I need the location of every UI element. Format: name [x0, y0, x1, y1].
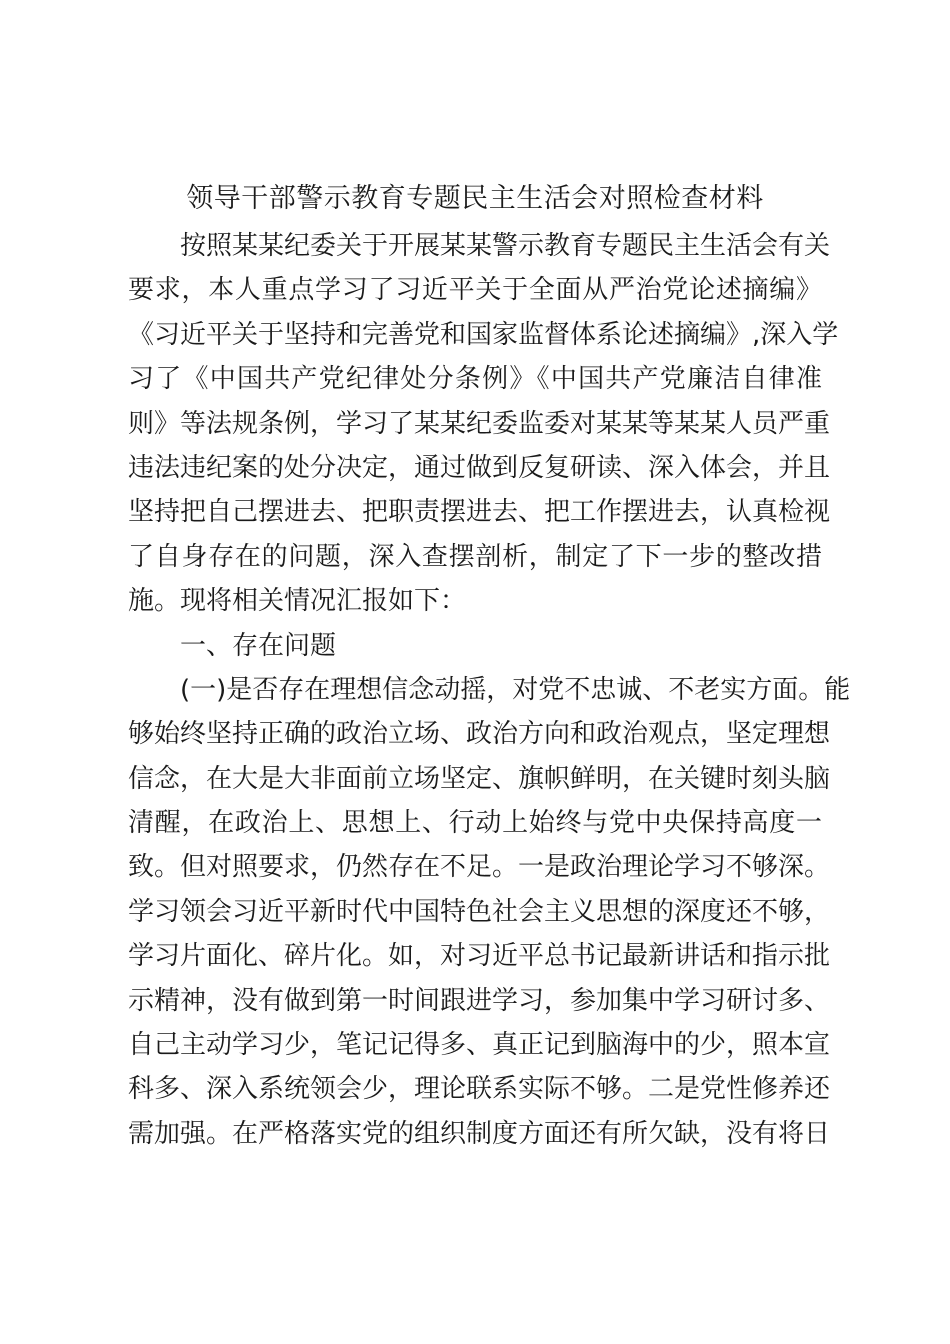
text-line: 坚持把自己摆进去、把职责摆进去、把工作摆进去，认真检视 — [128, 497, 831, 528]
text-line: 需加强。在严格落实党的组织制度方面还有所欠缺，没有将日 — [128, 1118, 831, 1149]
text-line: 按照某某纪委关于开展某某警示教育专题民主生活会有关 — [180, 231, 831, 261]
text-line: 示精神，没有做到第一时间跟进学习，参加集中学习研讨多、 — [128, 985, 831, 1016]
text-line: 《习近平关于坚持和完善党和国家监督体系论述摘编》,深入学 — [128, 319, 839, 350]
text-line: 自己主动学习少，笔记记得多、真正记到脑海中的少，照本宣 — [128, 1030, 831, 1061]
text-line: 科多、深入系统领会少，理论联系实际不够。二是党性修养还 — [128, 1074, 831, 1105]
text-line: 要求，本人重点学习了习近平关于全面从严治党论述摘编》 — [128, 275, 822, 306]
text-line: 够始终坚持正确的政治立场、政治方向和政治观点，坚定理想 — [128, 719, 831, 750]
document-body — [128, 224, 851, 1156]
text-line: 则》等法规条例，学习了某某纪委监委对某某等某某人员严重 — [128, 408, 831, 439]
text-line: 施。现将相关情况汇报如下： — [128, 586, 467, 617]
text-line: 学习片面化、碎片化。如，对习近平总书记最新讲话和指示批 — [128, 941, 831, 972]
text-line: 信念，在大是大非面前立场坚定、旗帜鲜明，在关键时刻头脑 — [128, 763, 831, 794]
text-line: 致。但对照要求，仍然存在不足。一是政治理论学习不够深。 — [128, 852, 831, 883]
text-line: (一)是否存在理想信念动摇，对党不忠诚、不老实方面。能 — [180, 674, 851, 705]
document-title: 领导干部警示教育专题民主生活会对照检查材料 — [186, 183, 764, 214]
text-line: 了自身存在的问题，深入查摆剖析，制定了下一步的整改措 — [128, 541, 822, 572]
text-line: 清醒，在政治上、思想上、行动上始终与党中央保持高度一 — [128, 808, 822, 839]
text-line: 学习领会习近平新时代中国特色社会主义思想的深度还不够， — [128, 896, 831, 927]
text-line: 一、存在问题 — [180, 630, 337, 661]
text-line: 违法违纪案的处分决定，通过做到反复研读、深入体会，并且 — [128, 452, 831, 483]
text-line: 习了《中国共产党纪律处分条例》《中国共产党廉洁自律准 — [128, 364, 822, 395]
